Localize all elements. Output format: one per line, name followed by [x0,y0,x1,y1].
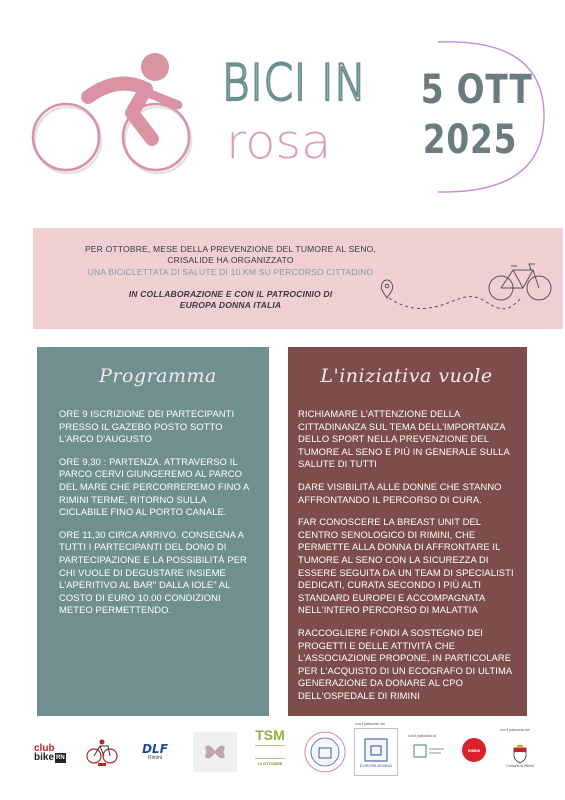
club-bike-bottom: bike [34,751,55,763]
band-line-2: CRISALIDE HA ORGANIZZATO [167,255,294,265]
program-paragraph: ORE 9,30 : PARTENZA. ATTRAVERSO IL PARCO CERVI GIUNGEREMO AL PARCO DEL MARE CHE PERCORREREMO FINO A RIMINI TERME, RITORNO SULLA CICLABILE FINO AL PORTO CANALE. [59,455,249,518]
initiative-paragraph: RACCOGLIERE FONDI A SOSTEGNO DEI PROGETTI E DELLE ATTIVITÀ CHE L'ASSOCIAZIONE PROPONE, IN PARTICOLARE PER L'ACQUISTO DI UN ECOGRAFO DI ULTIMA GENERAZIONE DA DONARE AL CPO DELL'OSPEDALE DI RIMINI [298,626,512,701]
europa-donna-logo [354,722,398,776]
europa-donna-text: EUROPA DONNA [360,762,392,768]
bike-club-emblem [84,738,120,768]
title-sub: rosa [226,115,332,170]
crisalide-logo [193,732,237,772]
butterfly-icon [203,740,227,764]
tsm-text: TSM [255,727,285,743]
band-line-5: EUROPA DONNA ITALIA [179,300,282,310]
band-line-3: UNA BICICLETTATA DI SALUTE DI 10 KM SU PERCORSO CITTADINO [87,267,374,277]
comune-text: Comune di Rimini [506,764,534,768]
tsm-logo [253,728,287,774]
sponsor-logos [28,722,558,788]
initiative-paragraph: DARE VISIBILITÀ ALLE DONNE CHE STANNO AFFRONTANDO IL PERCORSO DI CURA. [298,480,502,505]
europa-donna-icon [363,737,389,763]
region-logo [408,736,450,766]
event-title [222,56,382,168]
comune-rimini-logo [498,728,542,776]
club-bike-logo [34,740,72,766]
program-paragraph: ORE 9 ISCRIZIONE DEI PARTECIPANTI PRESSO IL GAZEBO POSTO SOTTO L'ARCO D'AUGUSTO [59,408,235,445]
association-seal-icon [303,730,347,774]
caption-top-1: con il patrocinio del [355,722,385,726]
initiative-paragraph: FAR CONOSCERE LA BREAST UNIT DEL CENTRO SENOLOGICO DI RIMINI, CHE PERMETTE ALLA DONNA DI AFFRONTARE IL TUMORE AL SENO CON LA SICUREZZA DI ESSERE SEGUITA DA UN TEAM DI SPECIALISTI DEDICATI, CURATA SECONDO I PIÙ ALTI STANDARD EUROPEI E ACCOMPAGNATA NELL'INTERO PERCORSO DI MALATTIA [298,516,514,616]
crest-icon [512,744,528,764]
program-paragraph: ORE 11,30 CIRCA ARRIVO. CONSEGNA A TUTTI I PARTECIPANTI DEL DONO DI PARTECIPAZIONE E LA POSSIBILITÀ PER CHI VUOLE DI DEGUSTARE INSIEME L'APERITIVO AL BAR" DALLA IOLE" AL COSTO DI EURO 10.00 CONDIZIONI METEO PERMETTENDO. [59,528,247,616]
date-day: 5 OTT [420,67,533,113]
event-date [410,67,533,163]
dlf-sub: Rimini [148,754,162,761]
initiative-paragraph: RICHIAMARE L'ATTENZIONE DELLA CITTADINANZA SUL TEMA DELL'IMPORTANZA DELLO SPORT NELLA PREVENZIONE DEL TUMORE AL SENO E PIÙ IN GENERALE SULLA SALUTE DI TUTTI [298,408,510,470]
bike-route-icon [373,250,553,310]
region-icon [413,743,445,759]
program-panel [37,347,269,716]
title-main: BICI IN [222,54,367,112]
date-year: 2025 [422,117,518,163]
rimini-text: RIMINI [467,747,481,753]
rimini-logo [462,738,486,762]
initiative-title: L'iniziativa vuole [320,365,493,387]
dlf-logo [130,740,180,764]
program-title: Programma [99,365,217,387]
club-bike-top: club [34,742,55,754]
band-line-1: PER OTTOBRE, MESE DELLA PREVENZIONE DEL TUMORE AL SENO, [84,244,377,254]
caption-top-2: con il patrocinio di [408,734,437,738]
info-band [33,228,563,329]
cyclist-logo [28,45,198,177]
tsm-date: 12 OTTOBRE [257,761,283,766]
band-line-4: IN COLLABORAZIONE E CON IL PATROCINIO DI [128,289,333,299]
caption-top-3: con il patrocinio del [500,728,530,732]
initiative-panel [288,347,527,716]
dlf-text: DLF [142,741,168,756]
club-bike-tag: RN [56,754,65,761]
